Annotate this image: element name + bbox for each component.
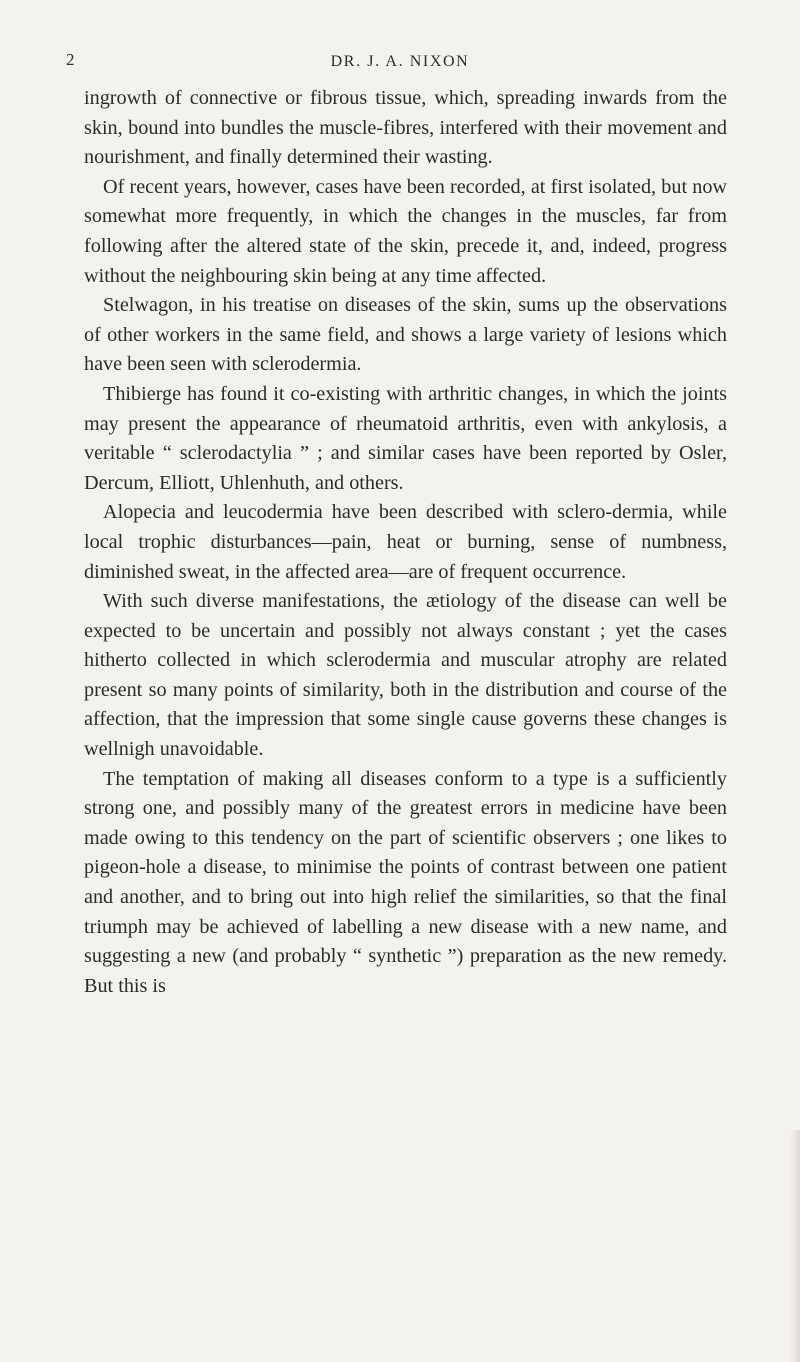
paragraph-6: With such diverse manifestations, the ætiology of the disease can well be expected to be uncertain and possibly not always constant ; yet the cases hitherto collected in which sclerodermia and muscular atrophy are related present so many points of similarity, both in the distribution and course of the affection, that the impression that some single cause governs these changes is wellnigh unavoidable. xyxy=(84,590,727,761)
page-number: 2 xyxy=(66,50,75,69)
paragraph-3: Stelwagon, in his treatise on diseases of the skin, sums up the observations of other workers in the same field, and shows a large variety of lesions which have been seen with sclerodermia. xyxy=(84,294,727,376)
paragraph-5: Alopecia and leucodermia have been described with sclero-dermia, while local trophic disturbances—pain, heat or burning, sense of numbness, diminished sweat, in the affected area—are of frequent occurrence. xyxy=(84,501,727,583)
paragraph-4: Thibierge has found it co-existing with arthritic changes, in which the joints may present the appearance of rheumatoid arthritis, even with ankylosis, a veritable “ sclerodactylia ” ; and similar cases have been reported by Osler, Dercum, Elliott, Uhlenhuth, and others. xyxy=(84,382,727,494)
paragraph-7: The temptation of making all diseases conform to a type is a sufficiently strong one, and possibly many of the greatest errors in medicine have been made owing to this tendency on the part of scientific observers ; one likes to pigeon-hole a disease, to minimise the points of contrast between one patient and another, and to bring out into high relief the similarities, so that the final triumph may be achieved of labelling a new disease with a new name, and suggesting a new (and probably “ synthetic ”) preparation as the new remedy. But this is xyxy=(84,767,727,997)
paragraph-1: ingrowth of connective or fibrous tissue, which, spreading inwards from the skin, bound into bundles the muscle-fibres, interfered with their movement and nourishment, and finally determined their wasting. xyxy=(84,87,727,169)
body-text xyxy=(84,84,727,1001)
paragraph-2: Of recent years, however, cases have been recorded, at first isolated, but now somewhat more frequently, in which the changes in the muscles, far from following after the altered state of the skin, precede it, and, indeed, progress without the neighbouring skin being at any time affected. xyxy=(84,175,727,287)
page-edge-shadow xyxy=(790,1130,800,1362)
running-head: DR. J. A. NIXON xyxy=(330,53,470,70)
